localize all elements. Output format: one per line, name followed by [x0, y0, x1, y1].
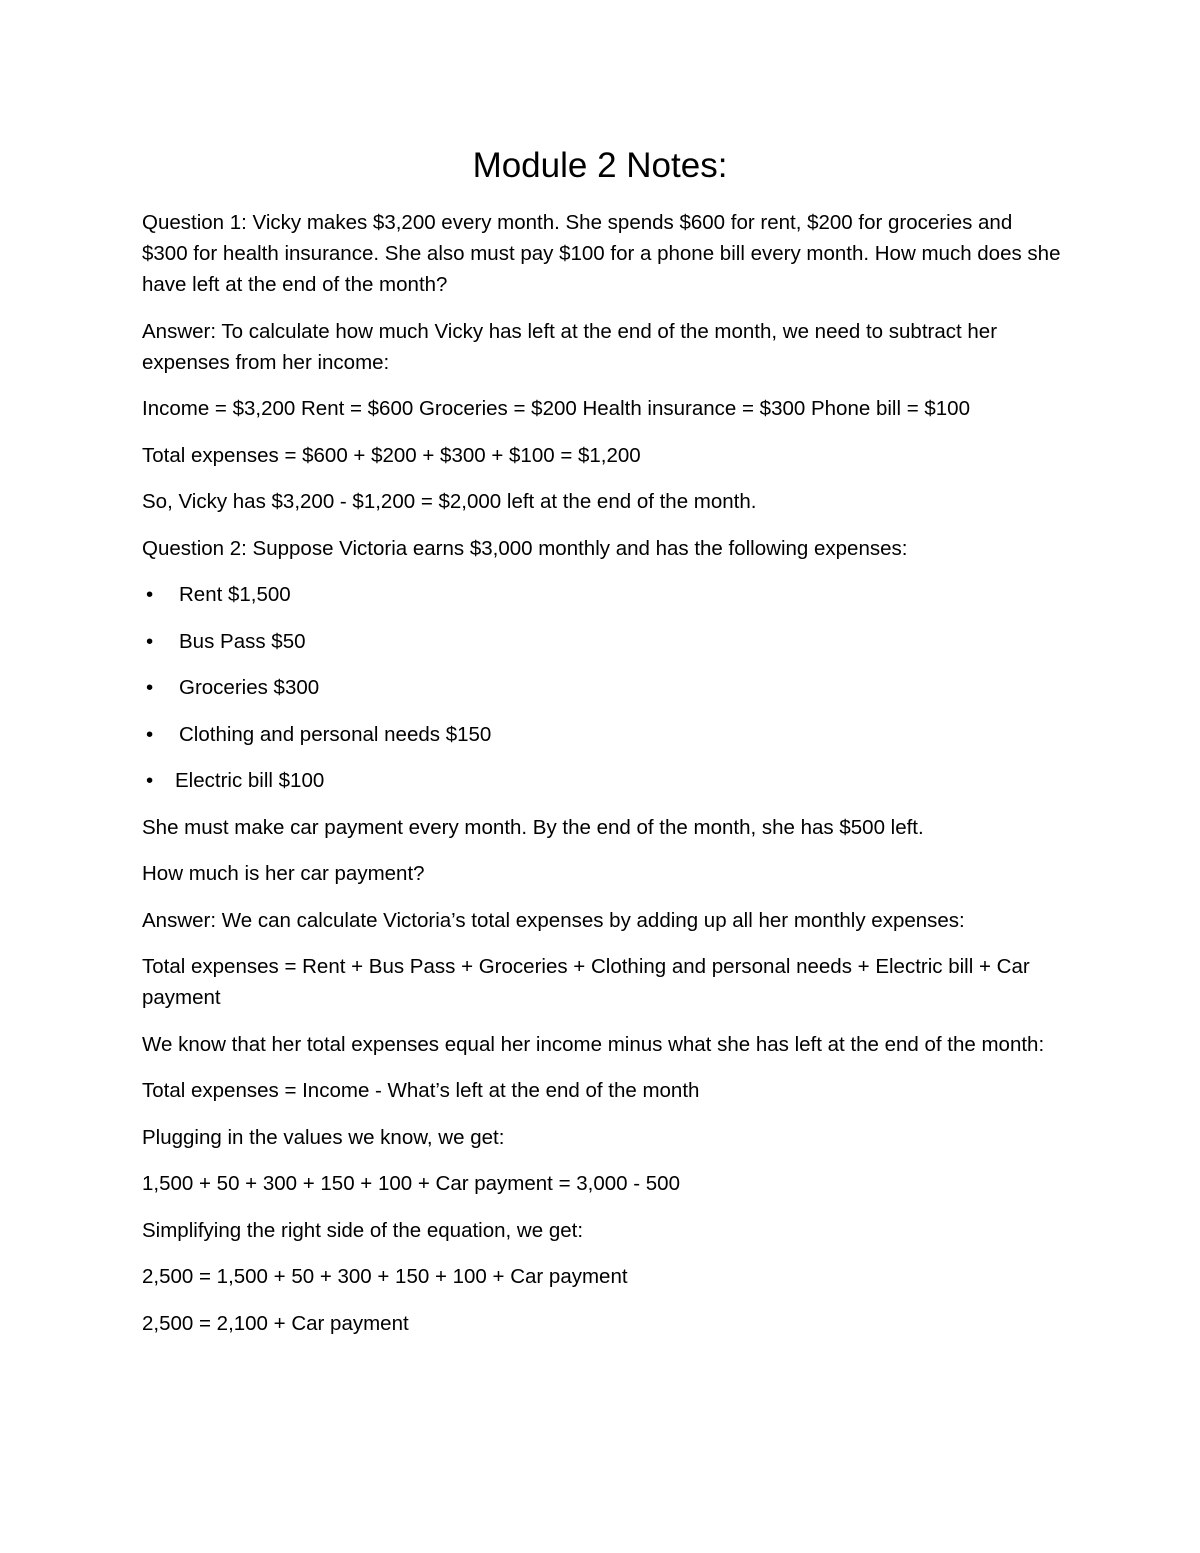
equation-3: 2,500 = 2,100 + Car payment — [142, 1311, 409, 1335]
car-payment-statement: She must make car payment every month. By the end of the month, she has $500 left. — [142, 815, 924, 839]
list-item — [142, 672, 1062, 703]
bullet-icon: • — [146, 769, 154, 792]
simplifying-text: Simplifying the right side of the equation, we get: — [142, 1218, 584, 1242]
list-item-text: Bus Pass $50 — [179, 629, 306, 653]
total-expenses-formula: Total expenses = Rent + Bus Pass + Groceries + Clothing and personal needs + Electric bill + Car payment — [142, 955, 1030, 1009]
car-payment-question: How much is her car payment? — [142, 862, 425, 885]
answer-2-intro: Answer: We can calculate Victoria’s total expenses by adding up all her monthly expenses: — [142, 908, 965, 932]
list-item — [142, 765, 1062, 796]
bullet-icon: • — [146, 676, 154, 699]
list-item-text: Clothing and personal needs $150 — [179, 722, 492, 746]
equation-1: 1,500 + 50 + 300 + 150 + 100 + Car payment = 3,000 - 500 — [142, 1172, 680, 1195]
bullet-icon: • — [146, 583, 154, 606]
know-statement: We know that her total expenses equal her income minus what she has left at the end of the month: — [142, 1032, 1045, 1056]
bullet-icon: • — [146, 629, 154, 653]
answer-1-total: Total expenses = $600 + $200 + $300 + $100 = $1,200 — [142, 443, 641, 467]
expense-list — [142, 579, 1062, 796]
page-title: Module 2 Notes: — [472, 146, 728, 185]
answer-1-result: So, Vicky has $3,200 - $1,200 = $2,000 left at the end of the month. — [142, 490, 757, 513]
list-item-text: Rent $1,500 — [179, 583, 291, 606]
list-item — [142, 579, 1062, 610]
list-item — [142, 719, 1062, 750]
question-1-text: Question 1: Vicky makes $3,200 every month. She spends $600 for rent, $200 for groceries and $300 for health insurance. She also must pay $100 for a phone bill every month. How much does she have left at the end of the month? — [142, 211, 1061, 296]
question-2-text: Question 2: Suppose Victoria earns $3,000 monthly and has the following expenses: — [142, 536, 908, 560]
list-item — [142, 626, 1062, 657]
answer-1-intro: Answer: To calculate how much Vicky has left at the end of the month, we need to subtract her expenses from her income: — [142, 319, 998, 374]
answer-1-values: Income = $3,200 Rent = $600 Groceries = $200 Health insurance = $300 Phone bill = $100 — [142, 397, 970, 420]
plugging-text: Plugging in the values we know, we get: — [142, 1125, 505, 1149]
equation-2: 2,500 = 1,500 + 50 + 300 + 150 + 100 + Car payment — [142, 1265, 628, 1288]
document-body — [142, 207, 1062, 1354]
total-expenses-equation: Total expenses = Income - What’s left at the end of the month — [142, 1079, 700, 1102]
list-item-text: Electric bill $100 — [175, 769, 325, 792]
bullet-icon: • — [146, 722, 154, 746]
list-item-text: Groceries $300 — [179, 676, 320, 699]
